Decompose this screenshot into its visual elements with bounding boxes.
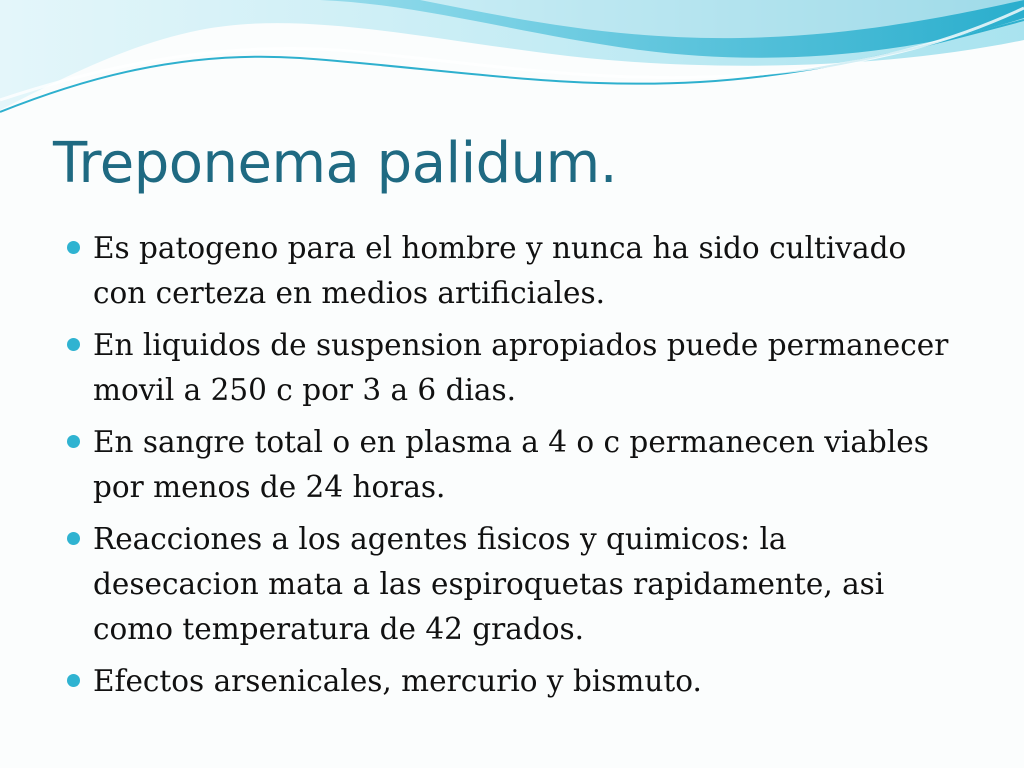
bullet-item <box>60 517 960 652</box>
bullet-item <box>60 659 960 704</box>
bullet-text: En sangre total o en plasma a 4 o c permanecen viables por menos de 24 horas. <box>93 425 929 504</box>
bullet-item <box>60 226 960 316</box>
bullet-marker-icon <box>67 241 80 254</box>
bullet-marker-icon <box>67 532 80 545</box>
decorative-wave-header <box>0 0 1024 120</box>
bullet-marker-icon <box>67 435 80 448</box>
bullet-text: Efectos arsenicales, mercurio y bismuto. <box>93 664 702 698</box>
bullet-list <box>60 226 960 711</box>
bullet-text: En liquidos de suspension apropiados puede permanecer movil a 250 c por 3 a 6 dias. <box>93 328 949 407</box>
bullet-item <box>60 323 960 413</box>
bullet-text: Es patogeno para el hombre y nunca ha sido cultivado con certeza en medios artificiales. <box>93 231 907 310</box>
bullet-marker-icon <box>67 338 80 351</box>
bullet-marker-icon <box>67 674 80 687</box>
bullet-item <box>60 420 960 510</box>
bullet-text: Reacciones a los agentes fisicos y quimicos: la desecacion mata a las espiroquetas rapidamente, asi como temperatura de 42 grados. <box>93 522 885 646</box>
slide-title: Treponema palidum. <box>53 131 618 196</box>
